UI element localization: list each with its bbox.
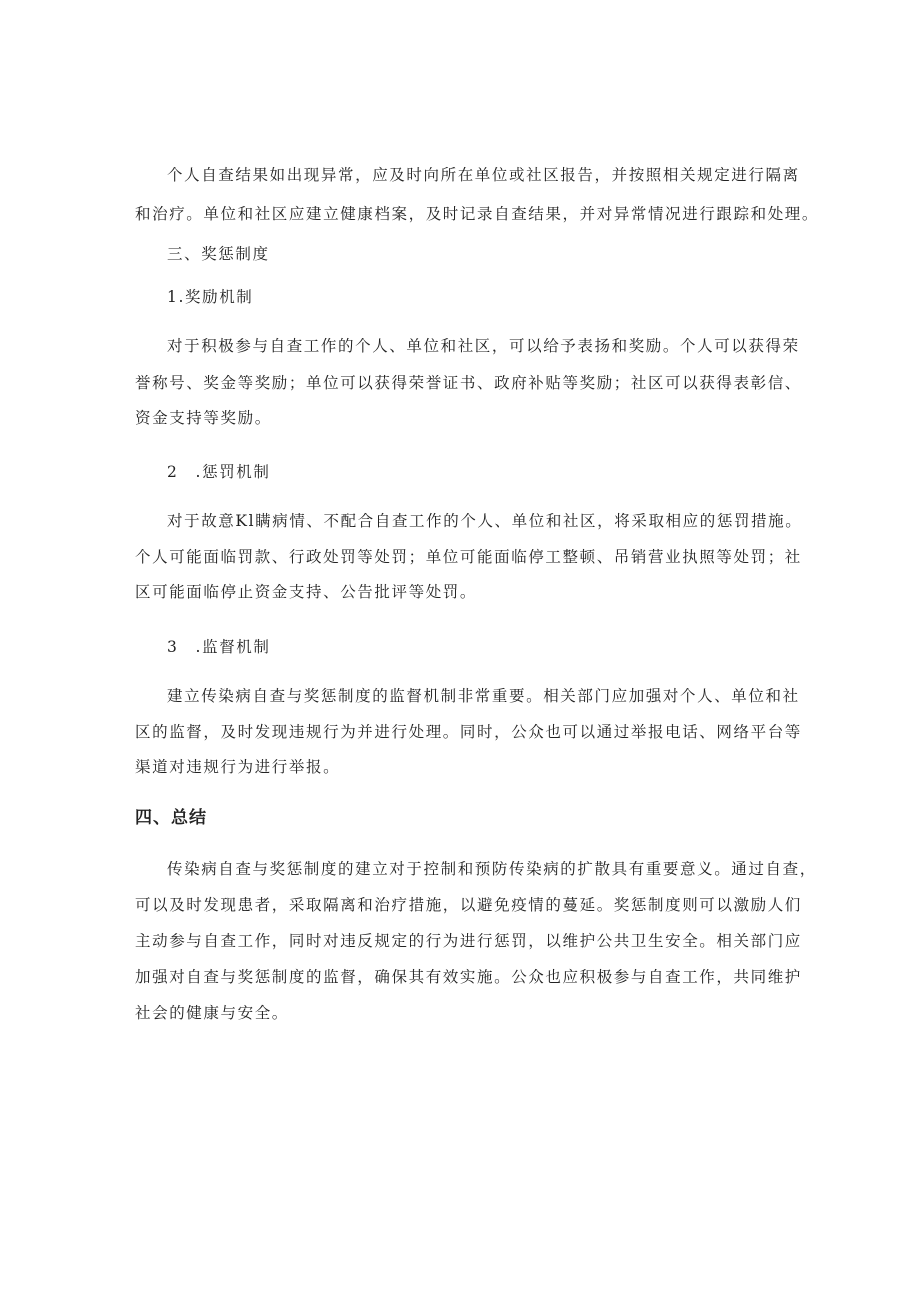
section-heading: 四、总结 xyxy=(135,808,207,828)
paragraph-line: 誉称号、奖金等奖励；单位可以获得荣誉证书、政府补贴等奖励；社区可以获得表彰信、 xyxy=(135,374,802,392)
subsection-heading: 1.奖励机制 xyxy=(167,288,254,306)
paragraph-line: 和治疗。单位和社区应建立健康档案，及时记录自查结果，并对异常情况进行跟踪和处理。 xyxy=(135,205,820,223)
paragraph-line: 建立传染病自查与奖惩制度的监督机制非常重要。相关部门应加强对个人、单位和社 xyxy=(167,687,800,705)
section-heading: 三、奖惩制度 xyxy=(167,245,270,263)
paragraph-line: 渠道对违规行为进行举报。 xyxy=(135,758,341,776)
paragraph-line: 区可能面临停止资金支持、公告批评等处罚。 xyxy=(135,583,478,601)
subsection-heading: 2 .惩罚机制 xyxy=(167,463,271,481)
paragraph-line: 个人自查结果如出现异常，应及时向所在单位或社区报告，并按照相关规定进行隔离 xyxy=(167,166,800,184)
paragraph-line: 加强对自查与奖惩制度的监督，确保其有效实施。公众也应积极参与自查工作，共同维护 xyxy=(135,968,802,986)
paragraph-line: 可以及时发现患者，采取隔离和治疗措施，以避免疫情的蔓延。奖惩制度则可以激励人们 xyxy=(135,896,802,914)
paragraph-line: 对于积极参与自查工作的个人、单位和社区，可以给予表扬和奖励。个人可以获得荣 xyxy=(167,337,800,355)
paragraph-line: 主动参与自查工作，同时对违反规定的行为进行惩罚，以维护公共卫生安全。相关部门应 xyxy=(135,932,802,950)
paragraph-line: 社会的健康与安全。 xyxy=(135,1004,289,1022)
paragraph-line: 资金支持等奖励。 xyxy=(135,409,272,427)
paragraph-line: 区的监督，及时发现违规行为并进行处理。同时，公众也可以通过举报电话、网络平台等 xyxy=(135,723,802,741)
paragraph-line: 个人可能面临罚款、行政处罚等处罚；单位可能面临停工整顿、吊销营业执照等处罚；社 xyxy=(135,548,802,566)
subsection-heading: 3 .监督机制 xyxy=(167,638,271,656)
paragraph-line: 对于故意Kl瞒病情、不配合自查工作的个人、单位和社区，将采取相应的惩罚措施。 xyxy=(167,512,803,530)
paragraph-line: 传染病自查与奖惩制度的建立对于控制和预防传染病的扩散具有重要意义。通过自查， xyxy=(167,860,817,878)
